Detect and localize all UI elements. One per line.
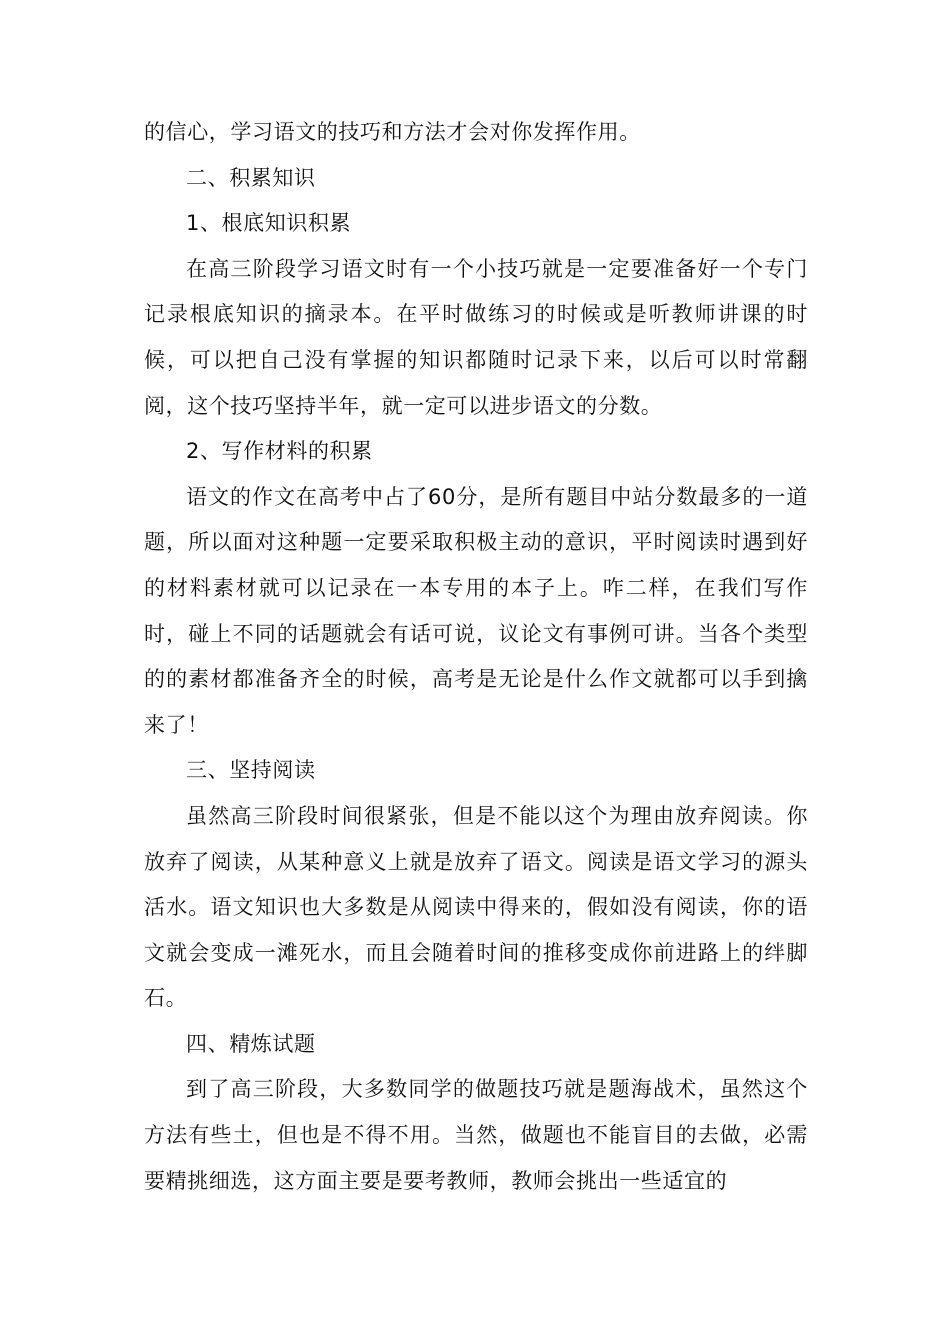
- paragraph-keep-reading: 虽然高三阶段时间很紧张，但是不能以这个为理由放弃阅读。你放弃了阅读，从某种意义上就是放弃了语文。阅读是语文学习的源头活水。语文知识也大多数是从阅读中得来的，假如没有阅读，你的语文就会变成一滩死水，而且会随着时间的推移变成你前进路上的绊脚石。: [144, 803, 808, 1011]
- section-heading-keep-reading: 三、坚持阅读: [186, 758, 316, 783]
- subheading-writing-material: 2、写作材料的积累: [186, 439, 373, 464]
- paragraph-continuation: 的信心，学习语文的技巧和方法才会对你发挥作用。: [144, 120, 641, 144]
- paragraph-writing-material: 语文的作文在高考中占了60分，是所有题目中站分数最多的一道题，所以面对这种题一定要采取积极主动的意识，平时阅读时遇到好的材料素材就可以记录在一本专用的本子上。咋二样，在我们写作时，碰上不同的话题就会有话可说，议论文有事例可讲。当各个类型的的素材都准备齐全的时候，高考是无论是什么作文就都可以手到擒来了！: [144, 484, 808, 737]
- subheading-basic-knowledge: 1、根底知识积累: [186, 211, 352, 236]
- paragraph-practice-questions: 到了高三阶段，大多数同学的做题技巧就是题海战术，虽然这个方法有些土，但也是不得不用。当然，做题也不能盲目的去做，必需要精挑细选，这方面主要是要考教师，教师会挑出一些适宜的: [144, 1077, 808, 1193]
- document-page: [144, 110, 808, 1204]
- section-heading-practice-questions: 四、精炼试题: [186, 1031, 316, 1056]
- section-heading-accumulate-knowledge: 二、积累知识: [186, 165, 316, 190]
- paragraph-basic-knowledge: 在高三阶段学习语文时有一个小技巧就是一定要准备好一个专门记录根底知识的摘录本。在平时做练习的时候或是听教师讲课的时候，可以把自己没有掌握的知识都随时记录下来，以后可以时常翻阅，这个技巧坚持半年，就一定可以进步语文的分数。: [144, 256, 808, 418]
